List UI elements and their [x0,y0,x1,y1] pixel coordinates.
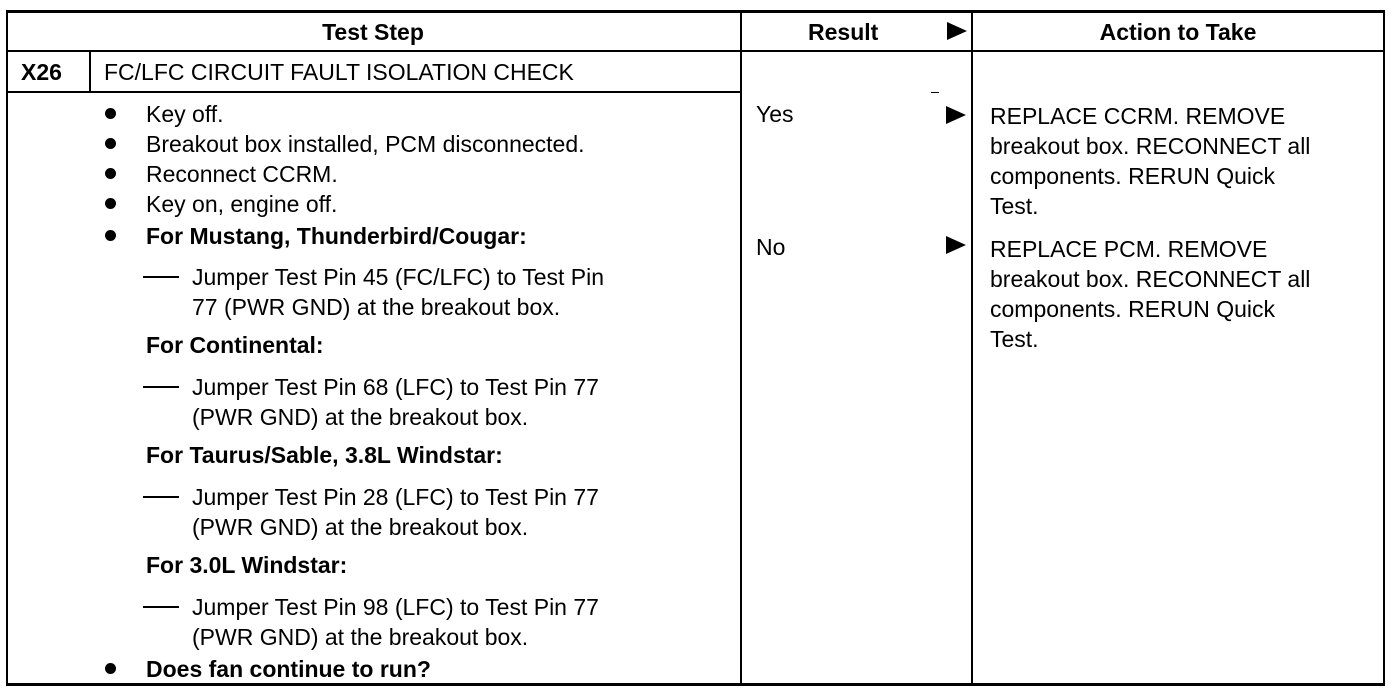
dash-icon [143,606,179,608]
mustang-jumper-line1: Jumper Test Pin 45 (FC/LFC) to Test Pin [192,264,605,290]
heading-continental: For Continental: [146,332,324,358]
no-arrow-icon [946,236,966,254]
mustang-jumper-line2: 77 (PWR GND) at the breakout box. [192,294,561,320]
taurus-jumper-line1: Jumper Test Pin 28 (LFC) to Test Pin 77 [192,484,599,510]
heading-taurus-sable: For Taurus/Sable, 3.8L Windstar: [146,442,503,468]
yes-action-line2: breakout box. RECONNECT all [990,133,1311,159]
step-title-rule [6,91,742,93]
no-action-line4: Test. [990,326,1039,352]
no-action-line2: breakout box. RECONNECT all [990,266,1311,292]
instruction-reconnect-ccrm: Reconnect CCRM. [146,161,338,187]
windstar-jumper-line2: (PWR GND) at the breakout box. [192,624,529,650]
bullet-icon [105,230,116,241]
yes-action-line1: REPLACE CCRM. REMOVE [990,103,1286,129]
bullet-icon [105,138,116,149]
step-id: X26 [21,59,62,85]
question-fan-running: Does fan continue to run? [146,656,431,682]
continental-jumper-line2: (PWR GND) at the breakout box. [192,404,529,430]
instruction-key-on: Key on, engine off. [146,191,338,217]
test-step-header: Test Step [322,19,424,45]
result-action-divider [971,10,973,686]
bullet-icon [105,198,116,209]
top-rule [6,10,1385,13]
continental-jumper-line1: Jumper Test Pin 68 (LFC) to Test Pin 77 [192,374,599,400]
no-action-line3: components. RERUN Quick [990,296,1276,322]
instruction-breakout-box: Breakout box installed, PCM disconnected. [146,131,585,157]
bullet-icon [105,108,116,119]
left-border [6,10,8,686]
heading-3-0l-windstar: For 3.0L Windstar: [146,552,348,578]
id-divider [89,50,91,93]
dash-icon [143,496,179,498]
result-header: Result [808,19,879,45]
step-title: FC/LFC CIRCUIT FAULT ISOLATION CHECK [104,59,574,85]
taurus-jumper-line2: (PWR GND) at the breakout box. [192,514,529,540]
instruction-key-off: Key off. [146,101,224,127]
step-result-divider [740,10,742,686]
result-arrow-icon [947,22,967,40]
yes-action-line3: components. RERUN Quick [990,163,1276,189]
stray-tick [931,92,939,93]
result-yes: Yes [756,101,794,127]
yes-action-line4: Test. [990,193,1039,219]
windstar-jumper-line1: Jumper Test Pin 98 (LFC) to Test Pin 77 [192,594,599,620]
right-border [1383,10,1385,686]
result-no: No [756,234,786,260]
bullet-icon [105,663,116,674]
header-rule [6,50,1385,52]
dash-icon [143,276,179,278]
no-action-line1: REPLACE PCM. REMOVE [990,236,1268,262]
yes-arrow-icon [946,106,966,124]
bullet-icon [105,168,116,179]
action-header: Action to Take [1099,19,1257,45]
dash-icon [143,386,179,388]
heading-mustang: For Mustang, Thunderbird/Cougar: [146,223,527,249]
